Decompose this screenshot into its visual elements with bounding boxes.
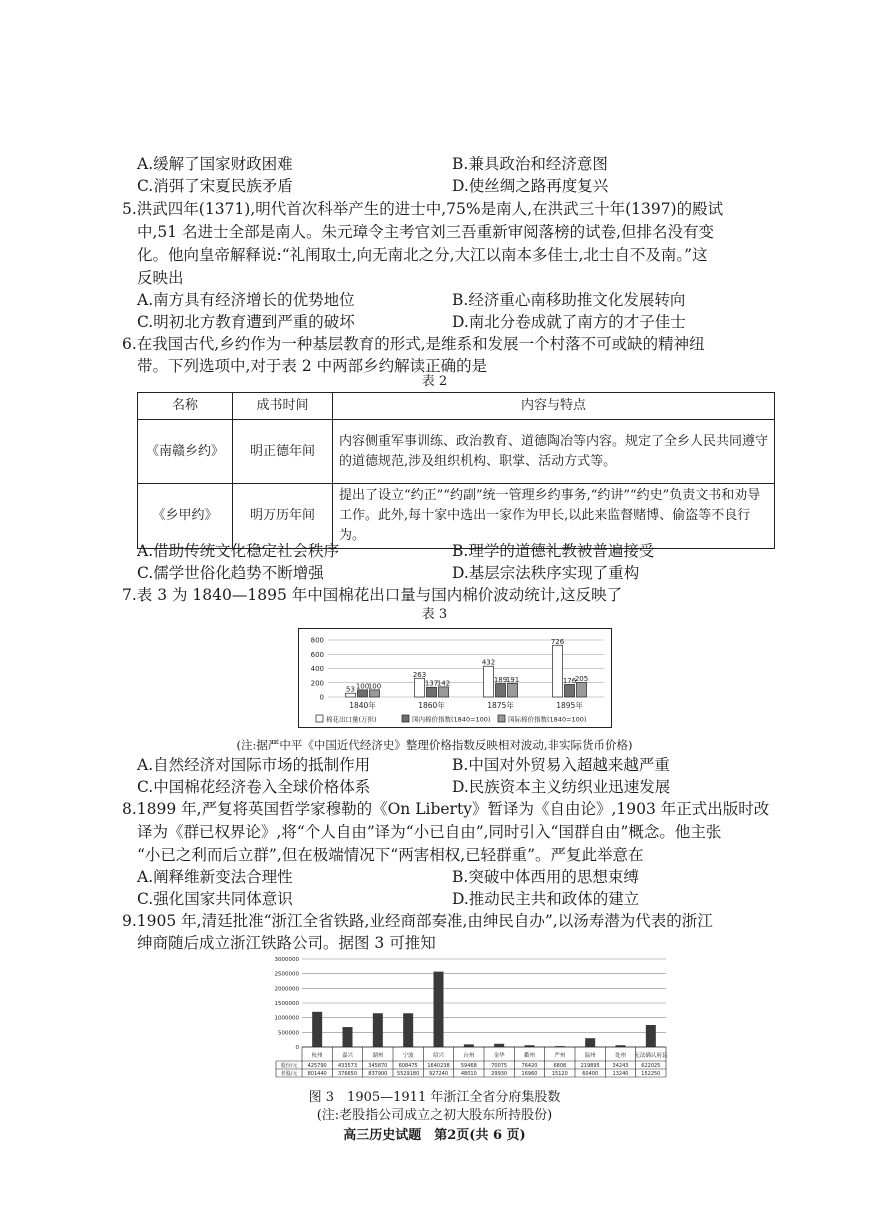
bar-value-label: 191 [505,675,520,684]
q5-stem-line-2: 中,51 名进士全部是南人。朱元璋令主考官刘三吾重新审阅落榜的试卷,但排名没有变 [137,223,715,241]
bar-value-label: 726 [550,637,565,646]
bar [370,690,380,697]
q5-option-b: B.经济重心南移助推文化发展转向 [452,291,686,309]
bar [494,1044,504,1047]
table-cell-time: 明万历年间 [233,484,333,549]
q7-option-b: B.中国对外贸易入超越来越严重 [452,756,670,774]
q5-stem-line-1: 5.洪武四年(1371),明代首次科举产生的进士中,75%是南人,在洪武三十年(1397)的殿试 [122,200,724,218]
x-category-label: 1895年 [556,701,583,710]
table-cell-value: 60400 [582,1071,599,1077]
table-cell-content: 内容侧重军事训练、政治教育、道德陶冶等内容。规定了全乡人民共同遵守的道德规范,涉及组织机构、职掌、活动方式等。 [333,420,775,484]
q8-option-b: B.突破中体西用的思想束缚 [452,868,639,886]
table-cell-value: 13240 [612,1071,629,1077]
y-tick-label: 2000000 [274,986,299,993]
x-category-label: 绍兴 [432,1053,445,1059]
figure-3-title: 图 3 1905—1911 年浙江全省分府集股数 [308,1090,561,1105]
bar-value-label: 205 [574,674,589,683]
legend-swatch [316,715,323,722]
q6-stem-line-2: 带。下列选项中,对于表 2 中两部乡约解读正确的是 [137,357,488,375]
table-cell-value: 48010 [460,1071,477,1077]
bar-value-label: 100 [355,682,370,691]
x-category-label: 1860年 [418,701,445,710]
q8-option-a: A.阐释维新变法合理性 [137,868,293,886]
q8-stem-line-3: “小已之利而后立群”,但在极端情况下“两害相权,已轻群重”。严复此举意在 [137,846,644,864]
table-cell-name: 《乡甲约》 [138,484,233,549]
q5-option-d: D.南北分卷成就了南方的才子佳士 [452,313,686,331]
x-category-label: 温州 [584,1053,596,1059]
table-cell-value: 16960 [521,1071,538,1077]
bar [415,678,425,697]
y-tick-label: 500000 [278,1030,299,1037]
table-cell-value: 5529180 [397,1071,420,1077]
q9-stem-line-1: 9.1905 年,清廷批准“浙江全省铁路,业经商部奏准,由绅民自办”,以汤寿潜为代表的浙江 [122,912,713,930]
legend-label: 国际棉价指数(1840=100) [508,715,587,724]
x-category-label: 嘉兴 [341,1053,354,1059]
bar [343,1027,353,1047]
table-cell-value: 29930 [491,1071,508,1077]
bar [508,683,518,697]
q6-stem-line-1: 6.在我国古代,乡约作为一种基层教育的形式,是维系和发展一个村落不可或缺的精神纽 [122,335,705,353]
x-category-label: 宁波 [402,1053,414,1059]
bar [565,684,575,697]
bar-value-label: 53 [346,685,355,694]
q7-option-a: A.自然经济对国际市场的抵制作用 [137,756,371,774]
q9-stem-line-2: 绅商随后成立浙江铁路公司。据图 3 可推知 [137,934,436,952]
q4-option-b: B.兼具政治和经济意图 [452,155,608,173]
table-cell-value: 59468 [460,1063,477,1069]
bar [439,687,449,697]
table-cell-value: 76420 [521,1063,538,1069]
zhejiang-shares-chart [262,955,672,1085]
table-2-header-time: 成书时间 [233,393,333,420]
table-3-title: 表 3 [421,607,448,622]
table-cell-value: 425790 [307,1063,327,1069]
bar [646,1025,656,1047]
q5-option-c: C.明初北方教育遭到严重的破坏 [137,313,355,331]
legend-swatch [498,715,505,722]
table-row [138,420,775,484]
q6-option-d: D.基层宗法秩序实现了重构 [452,564,640,582]
q6-option-a: A.借助传统文化稳定社会秩序 [137,542,340,560]
bar [358,690,368,697]
table-cell-value: 34243 [612,1063,629,1069]
q6-option-b: B.理学的道德礼教被普遍接受 [452,542,655,560]
table-cell-time: 明正德年间 [233,420,333,484]
q7-option-d: D.民族资本主义纺织业迅速发展 [452,778,671,796]
legend-label: 棉花出口量(万担) [326,715,377,724]
q8-stem-line-1: 8.1899 年,严复将英国哲学家穆勒的《On Liberty》暂译为《自由论》,1903 年正式出版时改 [122,800,770,818]
legend-swatch [402,715,409,722]
y-tick-label: 0 [295,1045,299,1051]
cotton-export-chart [298,628,612,728]
y-tick-label: 1500000 [274,1001,299,1007]
table-cell-value: 152250 [641,1071,661,1077]
table-cell-value: 70075 [491,1063,508,1069]
x-category-label: 无法确认府县 [634,1053,668,1059]
x-category-label: 1875年 [487,701,514,710]
q8-option-d: D.推动民主共和政体的建立 [452,890,640,908]
table-cell-value: 1640238 [427,1063,450,1069]
bar-value-label: 176 [562,676,577,685]
q4-option-d: D.使丝绸之路再度复兴 [452,177,609,195]
x-category-label: 杭州 [311,1053,323,1059]
y-tick-label: 600 [310,650,324,659]
q8-option-c: C.强化国家共同体意识 [137,890,293,908]
y-tick-label: 0 [319,693,324,702]
table-2-header-name: 名称 [138,393,233,420]
table-3-note: (注:据严中平《中国近代经济史》整理价格指数反映相对波动,非实际货币价格) [236,738,633,752]
table-2 [137,392,775,549]
y-tick-label: 800 [310,636,324,645]
x-category-label: 湖州 [372,1053,384,1059]
y-tick-label: 200 [310,679,324,688]
page-footer: 高三历史试题 第2页(共 6 页) [343,1128,526,1143]
table-cell-value: 345870 [368,1063,388,1069]
bar-value-label: 100 [367,682,382,691]
x-category-label: 严州 [554,1053,566,1059]
table-cell-value: 608475 [398,1063,418,1069]
x-category-label: 台州 [463,1053,475,1059]
bar-value-label: 137 [424,679,439,688]
q8-stem-line-2: 译为《群已权界论》,将“个人自由”译为“小已自由”,同时引入“国群自由”概念。他主张 [137,823,722,841]
q4-option-c: C.消弭了宋夏民族矛盾 [137,177,293,195]
table-cell-name: 《南赣乡约》 [138,420,233,484]
bar-value-label: 432 [481,658,496,667]
q5-stem-line-3: 化。他向皇帝解释说:“礼闱取士,向无南北之分,大江以南本多佳士,北士自不及南。”这 [137,246,708,264]
q4-option-a: A.缓解了国家财政困难 [137,155,293,173]
q5-stem-line-4: 反映出 [137,269,184,287]
bar [496,684,506,697]
q7-stem: 7.表 3 为 1840—1895 年中国棉花出口量与国内棉价波动统计,这反映了 [122,586,623,604]
q5-option-a: A.南方具有经济增长的优势地位 [137,291,355,309]
table-2-header-row [138,393,775,420]
table-cell-value: 15120 [551,1071,568,1077]
bar [585,1038,595,1047]
figure-3-note: (注:老股指公司成立之初大股东所持股份) [316,1108,553,1123]
table-cell-value: 622025 [641,1063,661,1069]
legend-label: 国内棉价指数(1840=100) [412,715,491,724]
bar [312,1012,322,1047]
table-row-label: 老股/元 [280,1071,298,1077]
bar [434,972,444,1047]
bar [403,1013,413,1047]
table-2-header-content: 内容与特点 [333,393,775,420]
x-category-label: 1840年 [349,701,376,710]
bar-value-label: 189 [493,676,508,685]
table-cell-value: 837900 [368,1071,388,1077]
table-cell-value: 433573 [337,1063,358,1069]
table-cell-content: 提出了设立“约正”“约副”统一管理乡约事务,“约讲”“约史”负责文书和劝导工作。此外,每十家中选出一家作为甲长,以此来监督赌博、偷盗等不良行为。 [333,484,775,549]
table-2-title: 表 2 [421,374,448,389]
bar [577,682,587,697]
table-row-label: 股份/元 [280,1063,298,1069]
x-category-label: 处州 [614,1053,627,1059]
bar [373,1013,383,1047]
bar [484,666,494,697]
table-cell-value: 801440 [307,1071,327,1077]
table-cell-value: 219895 [580,1063,600,1069]
x-category-label: 金华 [493,1053,505,1059]
y-tick-label: 3000000 [274,957,299,963]
table-cell-value: 376650 [337,1071,358,1077]
y-tick-label: 1000000 [274,1015,299,1022]
bar [346,693,356,697]
table-row [138,484,775,549]
table-cell-value: 6808 [553,1063,567,1069]
x-category-label: 衢州 [523,1053,536,1059]
bar-value-label: 142 [436,679,451,688]
table-cell-value: 927240 [428,1071,449,1077]
y-tick-label: 2500000 [274,971,299,978]
bar [553,645,563,697]
bar-value-label: 263 [412,670,427,679]
bar [427,687,437,697]
q6-option-c: C.儒学世俗化趋势不断增强 [137,564,324,582]
q7-option-c: C.中国棉花经济卷入全球价格体系 [137,778,371,796]
y-tick-label: 400 [310,665,324,673]
